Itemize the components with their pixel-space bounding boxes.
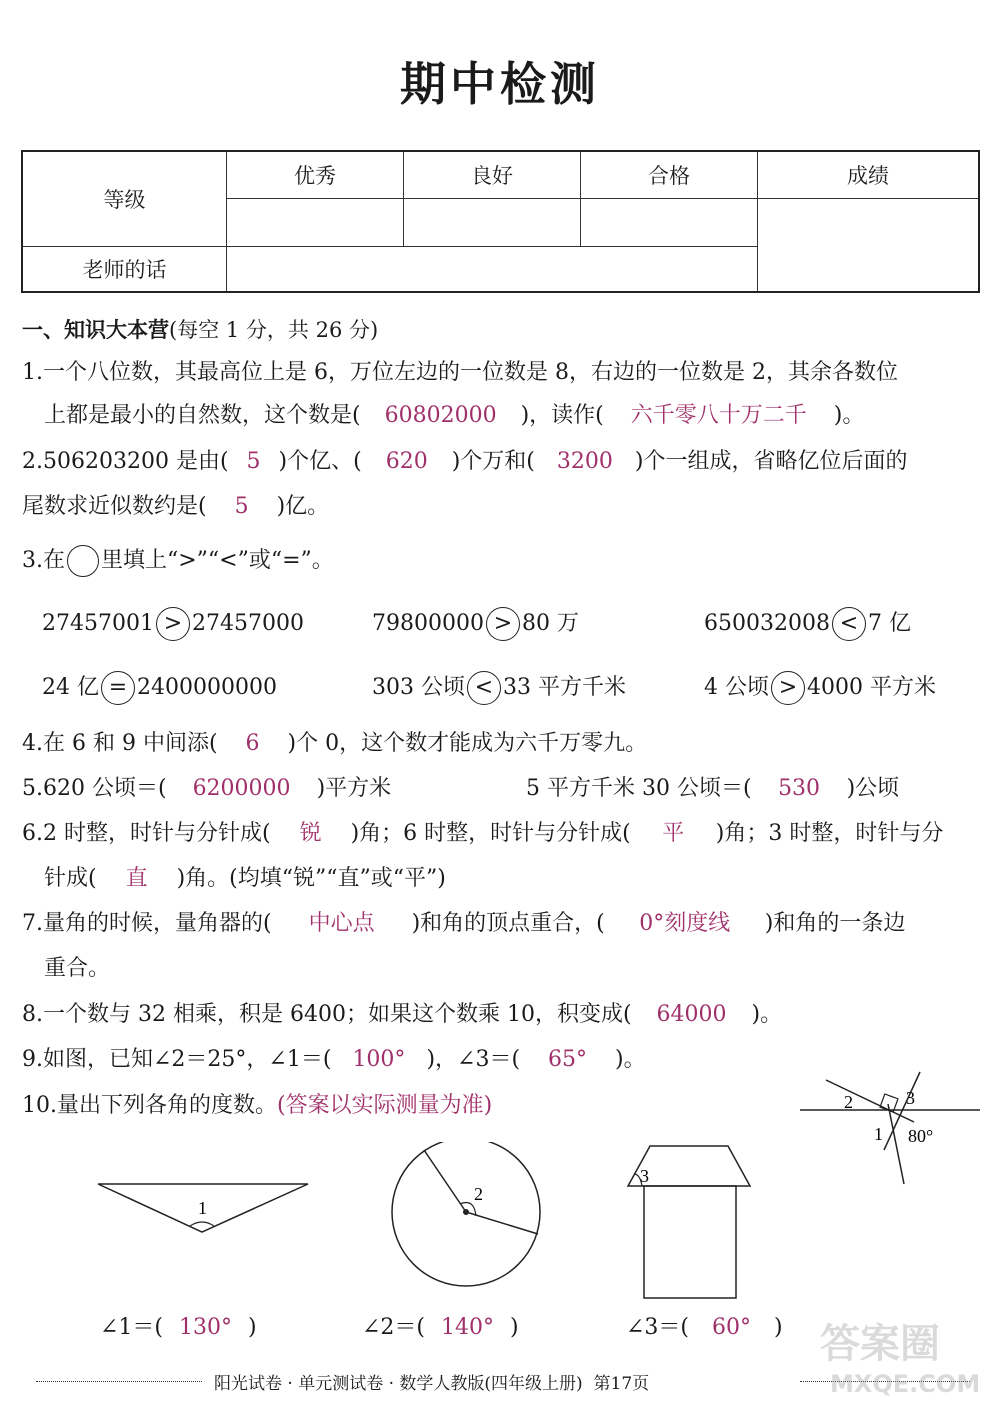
q7-line1: 7.量角的时候，量角器的( 中心点 )和角的顶点重合，( 0°刻度线 )和角的一条边 [22,911,906,936]
q9: 9.如图，已知∠2＝25°，∠1＝( 100° )，∠3＝( 65° )。 [22,1047,646,1072]
q1-answer-number[interactable]: 60802000 [384,403,497,428]
q7-line2: 重合。 [44,956,111,981]
compare-circle[interactable]: < [467,671,501,705]
q3-item-5: 303 公顷 < 33 平方千米 [372,671,626,705]
score-cell[interactable] [758,198,980,292]
q9-label-2: 2 [844,1092,853,1112]
q10-angle1-figure [94,1178,314,1238]
q3-prompt: 3.在 里填上“>”“<”或“=”。 [22,545,334,577]
q10-label-3: 3 [640,1166,649,1186]
q8: 8.一个数与 32 相乘，积是 6400；如果这个数乘 10，积变成( 64000 )。 [22,1002,783,1027]
page-number: 第17页 [593,1374,650,1394]
grade-col-pass: 合格 [581,151,758,198]
q3-item-2: 79800000 > 80 万 [372,607,579,641]
section-heading: 一、知识大本营(每空 1 分，共 26 分) [22,318,379,342]
q2-answer-4[interactable]: 5 [234,494,249,519]
q6-line1: 6.2 时整，时针与分针成( 锐 )角；6 时整，时针与分针成( 平 )角；3 时整，时针与分 [22,821,944,846]
q3-item-1: 27457001 > 27457000 [42,607,304,641]
teacher-label: 老师的话 [22,246,227,292]
footer-text: 阳光试卷 · 单元测试卷 · 数学人教版(四年级上册) 第17页 [214,1374,650,1394]
compare-circle[interactable]: > [156,607,190,641]
grade-col-good: 良好 [404,151,581,198]
q10-answer-row-3: ∠3＝( 60° ) [626,1315,783,1340]
watermark-url: MXQE.COM [830,1370,981,1398]
q9-answer-1[interactable]: 100° [352,1047,406,1072]
score-label: 成绩 [758,151,980,198]
grade-cell-pass[interactable] [581,198,758,246]
q9-label-3: 3 [906,1088,915,1108]
q3-item-4: 24 亿 = 2400000000 [42,671,277,705]
q6-line2: 针成( 直 )角。(均填“锐”“直”或“平”) [44,866,446,891]
q10-answer-1[interactable]: 130° [179,1315,233,1340]
q3-item-3: 650032008 < 7 亿 [704,607,911,641]
q7-answer-2[interactable]: 0°刻度线 [639,911,731,936]
blank-circle-icon [67,545,99,577]
q6-answer-1[interactable]: 锐 [299,821,322,846]
compare-circle[interactable]: > [771,671,805,705]
q10-note: (答案以实际测量为准) [277,1093,493,1118]
q10-answer-row-1: ∠1＝( 130° ) [100,1315,257,1340]
section-note: (每空 1 分，共 26 分) [169,318,379,342]
q10-label-1: 1 [198,1198,207,1218]
q9-angle-figure [796,1068,986,1188]
q8-answer[interactable]: 64000 [656,1002,727,1027]
footer-dots-left [36,1381,202,1382]
q10-prompt: 10.量出下列各角的度数。(答案以实际测量为准) [22,1093,493,1118]
q5-answer-2[interactable]: 530 [778,776,821,801]
watermark-logo: 答案圈 [820,1321,940,1367]
q5-part2: 5 平方千米 30 公顷＝( 530 )公顷 [526,776,900,801]
q10-answer-2[interactable]: 140° [441,1315,495,1340]
q9-answer-2[interactable]: 65° [548,1047,588,1072]
page-title: 期中检测 [400,57,600,111]
q1-line1: 1.一个八位数，其最高位上是 6，万位左边的一位数是 8，右边的一位数是 2，其余各数位 [22,360,898,385]
q2-line2: 尾数求近似数约是( 5 )亿。 [22,494,330,519]
grade-cell-excellent[interactable] [227,198,404,246]
grade-table [21,150,980,293]
q2-answer-2[interactable]: 620 [385,449,428,474]
grade-label: 等级 [22,151,227,246]
q6-answer-2[interactable]: 平 [662,821,685,846]
grade-col-excellent: 优秀 [227,151,404,198]
q10-label-2: 2 [474,1184,483,1204]
compare-circle[interactable]: < [832,607,866,641]
q2-answer-3[interactable]: 3200 [556,449,613,474]
q3-item-6: 4 公顷 > 4000 平方米 [704,671,936,705]
teacher-comment-cell[interactable] [227,246,758,292]
compare-circle[interactable]: > [486,607,520,641]
q5-answer-1[interactable]: 6200000 [192,776,291,801]
q10-answer-3[interactable]: 60° [712,1315,752,1340]
q1-answer-reading[interactable]: 六千零八十万二千 [630,403,807,428]
q10-answer-row-2: ∠2＝( 140° ) [362,1315,519,1340]
q4-answer[interactable]: 6 [245,731,260,756]
q9-label-80: 80° [908,1126,934,1146]
compare-circle[interactable]: = [101,671,135,705]
q2-line1: 2.506203200 是由( 5 )个亿、( 620 )个万和( 3200 )个一组成，省略亿位后面的 [22,449,908,474]
q4: 4.在 6 和 9 中间添( 6 )个 0，这个数才能成为六千万零九。 [22,731,648,756]
q2-answer-1[interactable]: 5 [246,449,261,474]
q5-part1: 5.620 公顷＝( 6200000 )平方米 [22,776,392,801]
q9-label-1: 1 [874,1124,883,1144]
q7-answer-1[interactable]: 中心点 [308,911,375,936]
grade-cell-good[interactable] [404,198,581,246]
q1-line2: 上都是最小的自然数，这个数是( 60802000 )，读作( 六千零八十万二千 )。 [44,403,865,428]
q6-answer-3[interactable]: 直 [125,866,148,891]
q10-angle3-figure [624,1144,754,1304]
q10-angle2-figure [388,1142,548,1302]
